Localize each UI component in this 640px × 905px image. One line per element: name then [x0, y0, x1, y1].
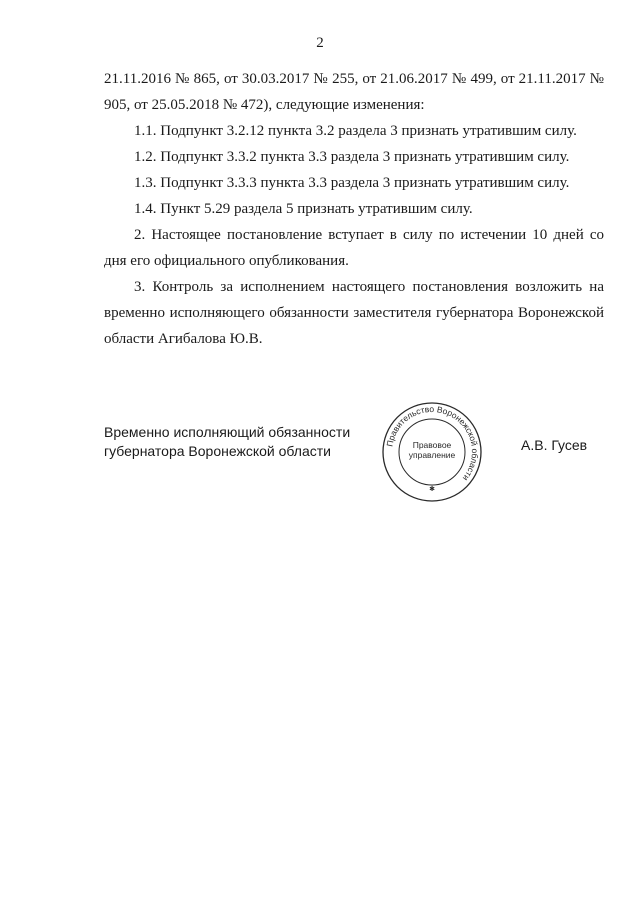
- paragraph-item-1-1: 1.1. Подпункт 3.2.12 пункта 3.2 раздела 3 признать утратившим силу.: [134, 123, 577, 139]
- paragraph-item-1-2: 1.2. Подпункт 3.3.2 пункта 3.3 раздела 3 признать утратившим силу.: [134, 149, 570, 165]
- stamp-star-icon: ✱: [429, 485, 435, 493]
- signatory-name: А.В. Гусев: [521, 437, 588, 453]
- official-stamp: [380, 400, 484, 504]
- signatory-title: [104, 423, 350, 461]
- paragraph-item-2: 2. Настоящее постановление вступает в силу по истечении 10 дней со дня его официального опубликования.: [104, 227, 604, 269]
- signatory-title-line-2: губернатора Воронежской области: [104, 443, 331, 459]
- document-body: [104, 66, 604, 352]
- paragraph-item-1-4: 1.4. Пункт 5.29 раздела 5 признать утратившим силу.: [134, 201, 473, 217]
- stamp-inner-line-2: управление: [408, 450, 456, 460]
- stamp-inner-line-1: Правовое: [412, 440, 452, 450]
- paragraph-continuation: 21.11.2016 № 865, от 30.03.2017 № 255, от 21.06.2017 № 499, от 21.11.2017 № 905, от 25.05.2018 № 472), следующие изменения:: [104, 71, 604, 113]
- signatory-title-line-1: Временно исполняющий обязанности: [104, 424, 351, 440]
- page-number: 2: [316, 35, 324, 51]
- stamp-outer-text: Правительство Воронежской области: [384, 403, 481, 484]
- paragraph-item-3: 3. Контроль за исполнением настоящего постановления возложить на временно исполняющего обязанности заместителя губернатора Воронежской области Агибалова Ю.В.: [104, 279, 604, 347]
- paragraph-item-1-3: 1.3. Подпункт 3.3.3 пункта 3.3 раздела 3 признать утратившим силу.: [134, 175, 570, 191]
